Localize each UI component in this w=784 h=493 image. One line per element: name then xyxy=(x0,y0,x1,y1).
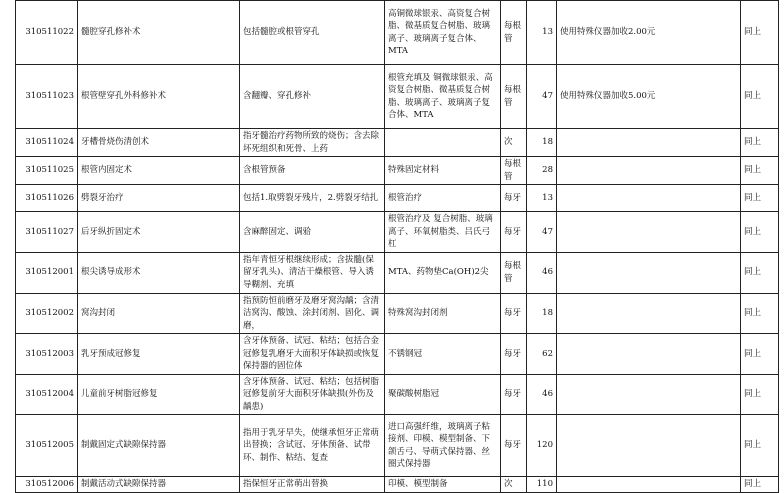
item-excluded: 根管治疗及 复合树脂、玻璃离子、环氧树脂类、吕氏弓杠 xyxy=(385,212,501,253)
item-note xyxy=(557,212,741,253)
item-note xyxy=(557,293,741,334)
item-excluded: 高铜微球银汞、高资复合树脂、微基质复合树脂、玻璃离子、玻璃离子复合体、MTA xyxy=(385,1,501,65)
item-price: 18 xyxy=(527,129,557,157)
item-same: 同上 xyxy=(741,1,779,65)
item-price: 46 xyxy=(527,374,557,415)
item-price: 46 xyxy=(527,252,557,293)
item-note xyxy=(557,252,741,293)
item-unit: 次 xyxy=(501,477,527,493)
item-name: 根尖诱导成形术 xyxy=(78,252,240,293)
table-row xyxy=(16,157,779,185)
item-name: 窝沟封闭 xyxy=(78,293,240,334)
item-same: 同上 xyxy=(741,212,779,253)
item-excluded: MTA、药物垫Ca(OH)2尖 xyxy=(385,252,501,293)
table-row xyxy=(16,1,779,65)
item-note xyxy=(557,374,741,415)
item-note xyxy=(557,185,741,212)
item-note: 使用特殊仪器加收2.00元 xyxy=(557,1,741,65)
item-same: 同上 xyxy=(741,415,779,477)
item-excluded: 根管充填及 铜微球银汞、高资复合树脂、微基质复合树脂、玻璃离子、玻璃离子复合体、MTA xyxy=(385,65,501,129)
item-name: 根管内固定术 xyxy=(78,157,240,185)
item-content: 包括1.取劈裂牙残片，2.劈裂牙结扎 xyxy=(240,185,385,212)
table-row xyxy=(16,334,779,375)
item-code: 310511022 xyxy=(16,1,78,65)
item-unit: 每牙 xyxy=(501,293,527,334)
item-excluded: 进口高强纤维，玻璃离子粘接剂、印模、模型制备、下颌舌弓、导萌式保持器、丝圈式保持器 xyxy=(385,415,501,477)
table-row xyxy=(16,129,779,157)
fee-table xyxy=(15,0,779,493)
item-name: 儿童前牙树脂冠修复 xyxy=(78,374,240,415)
item-price: 62 xyxy=(527,334,557,375)
item-name: 制戴固定式缺隙保持器 xyxy=(78,415,240,477)
item-code: 310511024 xyxy=(16,129,78,157)
table-row xyxy=(16,477,779,493)
item-note: 使用特殊仪器加收5.00元 xyxy=(557,65,741,129)
item-note xyxy=(557,157,741,185)
item-content: 指保恒牙正常萌出替换 xyxy=(240,477,385,493)
item-unit: 每根管 xyxy=(501,65,527,129)
item-code: 310511026 xyxy=(16,185,78,212)
item-unit: 每牙 xyxy=(501,334,527,375)
item-code: 310512001 xyxy=(16,252,78,293)
table-row xyxy=(16,415,779,477)
item-same: 同上 xyxy=(741,252,779,293)
item-excluded xyxy=(385,129,501,157)
item-code: 310512003 xyxy=(16,334,78,375)
item-content: 包括髓腔或根管穿孔 xyxy=(240,1,385,65)
table-row xyxy=(16,374,779,415)
item-content: 含翻瓣、穿孔修补 xyxy=(240,65,385,129)
item-name: 制戴活动式缺隙保持器 xyxy=(78,477,240,493)
item-name: 根管壁穿孔外科修补术 xyxy=(78,65,240,129)
item-code: 310511025 xyxy=(16,157,78,185)
item-code: 310512004 xyxy=(16,374,78,415)
item-name: 后牙纵折固定术 xyxy=(78,212,240,253)
item-excluded: 不锈钢冠 xyxy=(385,334,501,375)
table-body xyxy=(16,1,779,493)
item-code: 310512005 xyxy=(16,415,78,477)
item-unit: 每牙 xyxy=(501,185,527,212)
item-content: 含牙体预备、试冠、粘结；包括合金冠修复乳磨牙大面积牙体缺损或恢复保持器的固位体 xyxy=(240,334,385,375)
item-code: 310512002 xyxy=(16,293,78,334)
table-row xyxy=(16,212,779,253)
item-excluded: 聚碳酸树脂冠 xyxy=(385,374,501,415)
item-excluded: 特殊窝沟封闭剂 xyxy=(385,293,501,334)
item-unit: 每牙 xyxy=(501,415,527,477)
item-content: 指预防恒前磨牙及磨牙窝沟龋；含清洁窝沟、酸蚀、涂封闭剂、固化、调磨， xyxy=(240,293,385,334)
item-excluded: 根管治疗 xyxy=(385,185,501,212)
item-code: 310511023 xyxy=(16,65,78,129)
item-name: 乳牙预成冠修复 xyxy=(78,334,240,375)
item-same: 同上 xyxy=(741,185,779,212)
item-same: 同上 xyxy=(741,374,779,415)
item-note xyxy=(557,477,741,493)
item-content: 含牙体预备、试冠、粘结；包括树脂冠修复前牙大面积牙体缺损(外伤及龋患) xyxy=(240,374,385,415)
item-content: 含麻醉固定、调𬌗 xyxy=(240,212,385,253)
item-same: 同上 xyxy=(741,157,779,185)
item-name: 髓腔穿孔修补术 xyxy=(78,1,240,65)
item-price: 120 xyxy=(527,415,557,477)
item-code: 310512006 xyxy=(16,477,78,493)
item-excluded: 特殊固定材料 xyxy=(385,157,501,185)
item-price: 47 xyxy=(527,212,557,253)
item-unit: 每牙 xyxy=(501,212,527,253)
item-name: 劈裂牙治疗 xyxy=(78,185,240,212)
item-unit: 次 xyxy=(501,129,527,157)
item-unit: 每根管 xyxy=(501,157,527,185)
table-row xyxy=(16,252,779,293)
item-same: 同上 xyxy=(741,129,779,157)
item-price: 18 xyxy=(527,293,557,334)
item-same: 同上 xyxy=(741,65,779,129)
item-name: 牙槽骨烧伤清创术 xyxy=(78,129,240,157)
table-row xyxy=(16,65,779,129)
item-same: 同上 xyxy=(741,334,779,375)
item-content: 含根管预备 xyxy=(240,157,385,185)
item-price: 13 xyxy=(527,1,557,65)
item-note xyxy=(557,334,741,375)
item-price: 28 xyxy=(527,157,557,185)
item-price: 13 xyxy=(527,185,557,212)
item-same: 同上 xyxy=(741,477,779,493)
table-row xyxy=(16,185,779,212)
item-note xyxy=(557,415,741,477)
item-excluded: 印模、模型制备 xyxy=(385,477,501,493)
item-price: 47 xyxy=(527,65,557,129)
item-content: 指年青恒牙根继续形成；含拔髓(保留牙乳头)、清洁干燥根管、导入诱导糊剂、充填 xyxy=(240,252,385,293)
item-unit: 每根管 xyxy=(501,252,527,293)
item-content: 指用于乳牙早失，使继承恒牙正常萌出替换；含试冠、牙体预备、试带环、制作、粘结、复查 xyxy=(240,415,385,477)
item-unit: 每牙 xyxy=(501,374,527,415)
item-same: 同上 xyxy=(741,293,779,334)
item-price: 110 xyxy=(527,477,557,493)
item-note xyxy=(557,129,741,157)
item-content: 指牙髓治疗药物所致的烧伤；含去除坏死组织和死骨、上药 xyxy=(240,129,385,157)
item-unit: 每根管 xyxy=(501,1,527,65)
item-code: 310511027 xyxy=(16,212,78,253)
table-row xyxy=(16,293,779,334)
